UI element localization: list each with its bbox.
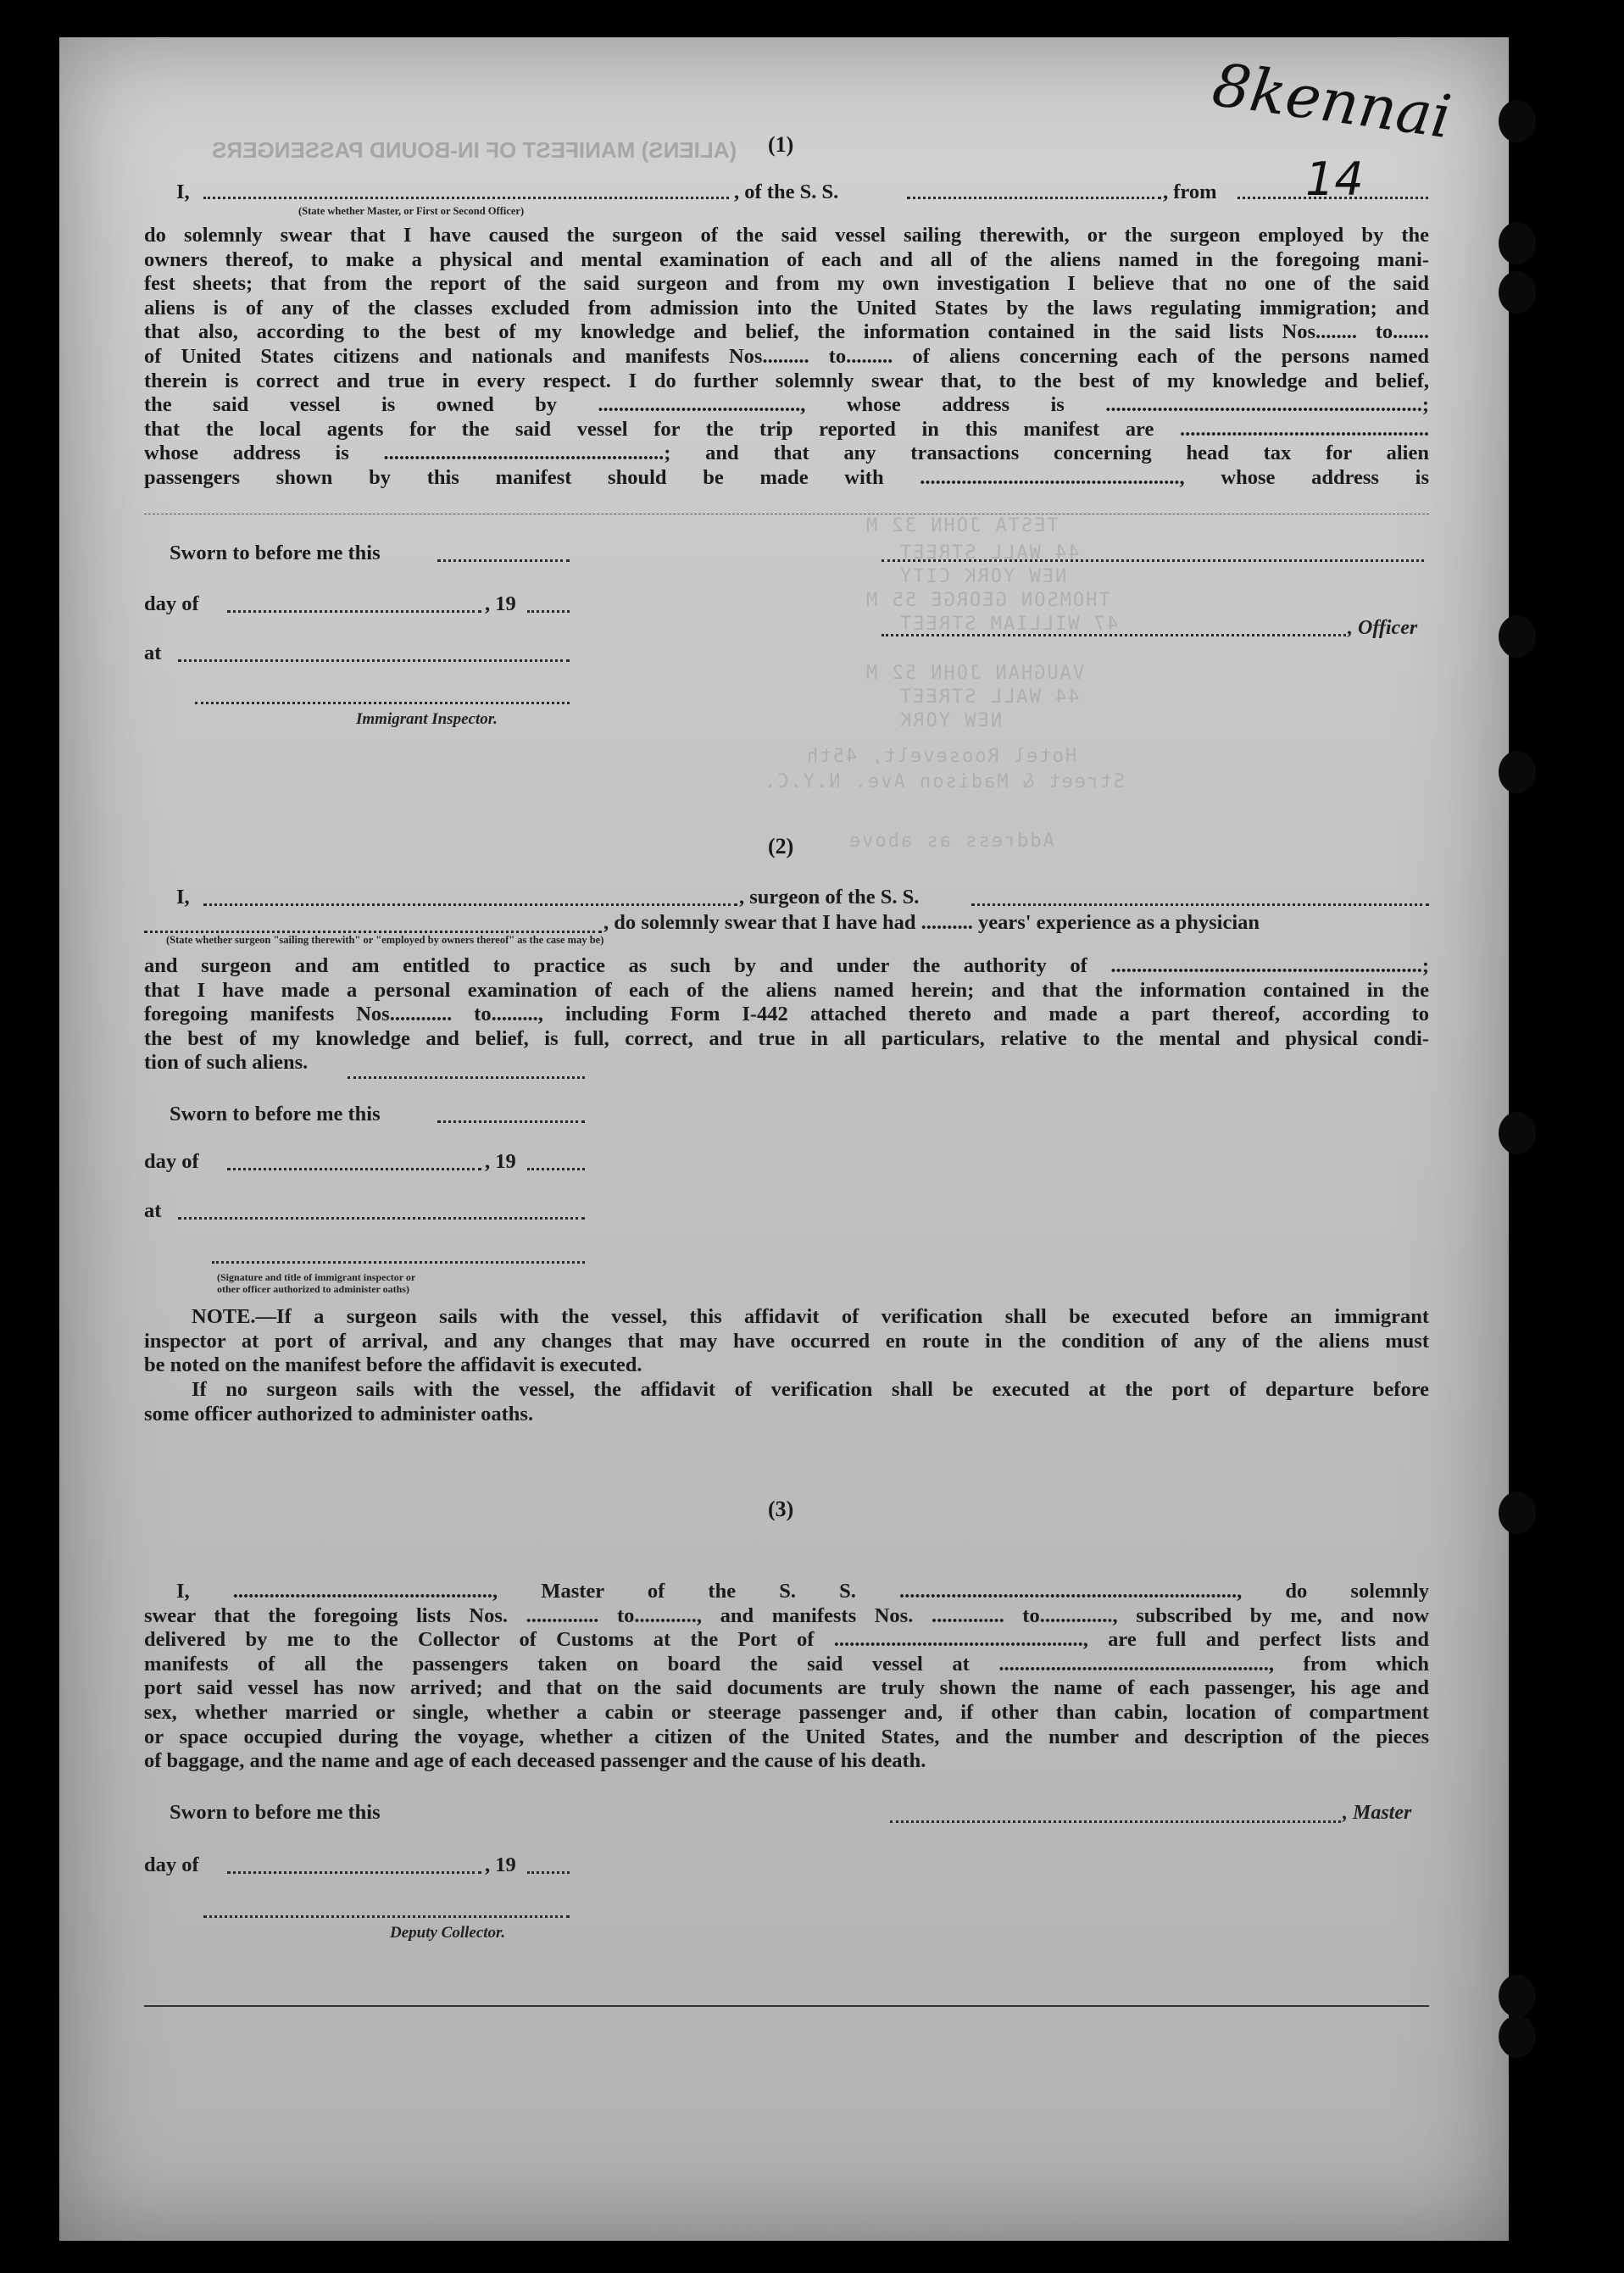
punch-hole — [1499, 1112, 1536, 1154]
show-through-line: Address as above — [848, 831, 1054, 852]
show-through-line: 44 WALL STREET — [898, 686, 1080, 708]
section-2-surgeon-of: , surgeon of the S. S. — [739, 886, 920, 909]
section-2-day-of: day of — [144, 1150, 199, 1173]
punch-hole — [1499, 751, 1536, 793]
show-through-line: Hotel Roosevelt, 45th — [805, 746, 1077, 767]
punch-hole — [1499, 2015, 1536, 2058]
blank-sworn-date[interactable] — [437, 559, 570, 562]
handwritten-number: 14 — [1305, 153, 1364, 206]
section-3-year: , 19 — [485, 1853, 516, 1876]
show-through-footer: U.S. Dept. I 's Aliens 7 — [644, 2212, 1004, 2237]
section-1-sworn: Sworn to before me this — [170, 542, 381, 564]
punch-hole — [1499, 1975, 1536, 2017]
show-through-line: THOMSON GEORGE 55 M — [865, 590, 1110, 611]
section-1-inspector-label: Immigrant Inspector. — [356, 710, 498, 728]
blank-after-aliens[interactable] — [348, 1076, 585, 1079]
blank-vessel-name[interactable] — [907, 197, 1161, 199]
blank-year-3[interactable] — [527, 1871, 570, 1874]
section-2-swear: , do solemnly swear that I have had .......... years' experience as a physician — [603, 911, 1260, 934]
blank-master-signature[interactable] — [890, 1820, 1341, 1823]
show-through-line: Street & Madison Ave. N.Y.C. — [763, 771, 1125, 792]
section-1-number: (1) — [768, 132, 794, 157]
show-through-line: NEW YORK — [898, 710, 1002, 731]
section-2-number: (2) — [768, 834, 794, 859]
blank-day-month-3[interactable] — [227, 1871, 481, 1874]
blank-sworn-date-2[interactable] — [437, 1120, 585, 1123]
blank-inspector-signature[interactable] — [195, 702, 570, 704]
section-3-deputy-collector-label: Deputy Collector. — [390, 1924, 506, 1942]
show-through-line: 47 WILLIAM STREET — [898, 614, 1119, 635]
section-2-note: NOTE.—If a surgeon sails with the vessel, this affidavit of verification shall be executed before an immigrant inspector at port of arrival, and any changes that may have occurred en route in the condition of any of the aliens must be noted on the manifest before the affidavit is executed. — [144, 1305, 1429, 1377]
section-1-officer-label: , Officer — [1348, 617, 1418, 639]
section-1-oath-paragraph: do solemnly swear that I have caused the surgeon of the said vessel sailing therewith, or the surgeon employed by the owners thereof, to make a physical and mental examination of each and all of the aliens named in the foregoing mani- fest sheets; that from the report of the said surgeon and from my own investigation I believe that no one of the said aliens is of any of the classes excluded from admission into the United States by the laws regulating immigration; and that also, according to the best of my knowledge and belief, the information contained in the said lists Nos........ to....... of United States citizens and nationals and manifests Nos......... to......... of aliens concerning each of the persons named therein is correct and true in every respect. I do further solemnly swear that, to the best of my knowledge and belief, the said vessel is owned by ......................................., whose address is .............................................................; that the local agents for the said vessel for the trip reported in this manifest are ................................................ whose address is ......................................................; and that any transactions concerning head tax for alien passengers shown by this manifest should be made with .................................................., whose address is — [144, 224, 1429, 489]
blank-year-2[interactable] — [527, 1168, 585, 1170]
section-1-of-ss: , of the S. S. — [734, 181, 839, 203]
punch-hole — [1499, 271, 1536, 314]
punch-hole — [1499, 1492, 1536, 1534]
blank-master-name[interactable] — [203, 197, 729, 199]
blank-day-month-2[interactable] — [227, 1168, 481, 1170]
section-3-oath-paragraph: I, .................................................., Master of the S. S. ................................................................., do solemnly swear that the foregoing lists Nos. .............. to............, and manifests Nos. .............. to.............., subscribed by me, and now delivered by me to the Collector of Customs at the Port of ................................................, are full and perfect lists and manifests of all the passengers taken on board the said vessel at ...................................................., from which port said vessel has now arrived; and that on the said documents are truly shown the name of each passenger, his age and sex, whether married or single, whether a cabin or steerage passenger and, if other than cabin, location of compartment or space occupied during the voyage, whether a citizen of the United States, and the number and description of the pieces of baggage, and the name and age of each deceased passenger and the cause of his death. — [144, 1580, 1429, 1773]
section-2-note-2: If no surgeon sails with the vessel, the affidavit of verification shall be executed at the port of departure before some officer authorized to administer oaths. — [144, 1378, 1429, 1425]
section-2-at: at — [144, 1199, 162, 1222]
blank-at-place[interactable] — [178, 659, 570, 662]
blank-year[interactable] — [527, 610, 570, 613]
blank-surgeon-name[interactable] — [203, 903, 737, 906]
section-1-day-of: day of — [144, 592, 199, 615]
section-3-number: (3) — [768, 1497, 794, 1521]
bottom-rule — [144, 2005, 1429, 2007]
blank-surgeon-vessel[interactable] — [971, 903, 1429, 906]
show-through-line: VAUGHAN JOHN 52 M — [865, 663, 1085, 684]
blank-inspector-signature-2[interactable] — [212, 1261, 585, 1264]
section-2-year: , 19 — [485, 1150, 516, 1173]
show-through-header: (ALIENS) MANIFEST OF IN-BOUND PASSENGERS — [212, 137, 737, 163]
punch-hole — [1499, 100, 1536, 142]
section-3-sworn: Sworn to before me this — [170, 1801, 381, 1824]
show-through-line: 44 WALL STREET — [898, 542, 1080, 564]
section-2-sworn: Sworn to before me this — [170, 1103, 381, 1125]
punch-hole — [1499, 615, 1536, 658]
handwritten-name: 8kennai — [1208, 49, 1456, 153]
punch-hole — [1499, 222, 1536, 264]
blank-at-place-2[interactable] — [178, 1217, 585, 1220]
section-3-master-label: , Master — [1343, 1802, 1412, 1824]
section-2-i: I, — [176, 886, 190, 909]
section-1-from: , from — [1163, 181, 1217, 203]
section-1-caption: (State whether Master, or First or Second Officer) — [298, 205, 525, 217]
section-1-year: , 19 — [485, 592, 516, 615]
section-3-day-of: day of — [144, 1853, 199, 1876]
blank-surgeon-status[interactable] — [144, 931, 602, 933]
section-2-signature-caption: (Signature and title of immigrant inspector or — [217, 1271, 416, 1283]
section-2-signature-caption-2: other officer authorized to administer oaths) — [217, 1283, 409, 1295]
show-through-line: TESTA JOHN 32 M — [865, 515, 1059, 536]
blank-officer-top[interactable] — [882, 559, 1424, 562]
section-1-at: at — [144, 642, 162, 664]
blank-collector-signature[interactable] — [203, 1915, 570, 1918]
section-1-i: I, — [176, 181, 190, 203]
section-2-oath-paragraph: and surgeon and am entitled to practice as such by and under the authority of ............................................................; that I have made a personal examination of each of the aliens named herein; and that the information contained in the foregoing manifests Nos............ to........., including Form I-442 attached thereto and made a part thereof, according to the best of my knowledge and belief, is full, correct, and true in all particulars, relative to the mental and physical condi- tion of such aliens. — [144, 954, 1429, 1075]
blank-officer-signature[interactable] — [882, 634, 1346, 636]
show-through-line: NEW YORK CITY — [898, 566, 1067, 587]
blank-day-month[interactable] — [227, 610, 481, 613]
blank-from-port[interactable] — [1237, 197, 1428, 199]
section-2-caption: (State whether surgeon "sailing therewith" or "employed by owners thereof" as the case may be) — [166, 934, 604, 946]
